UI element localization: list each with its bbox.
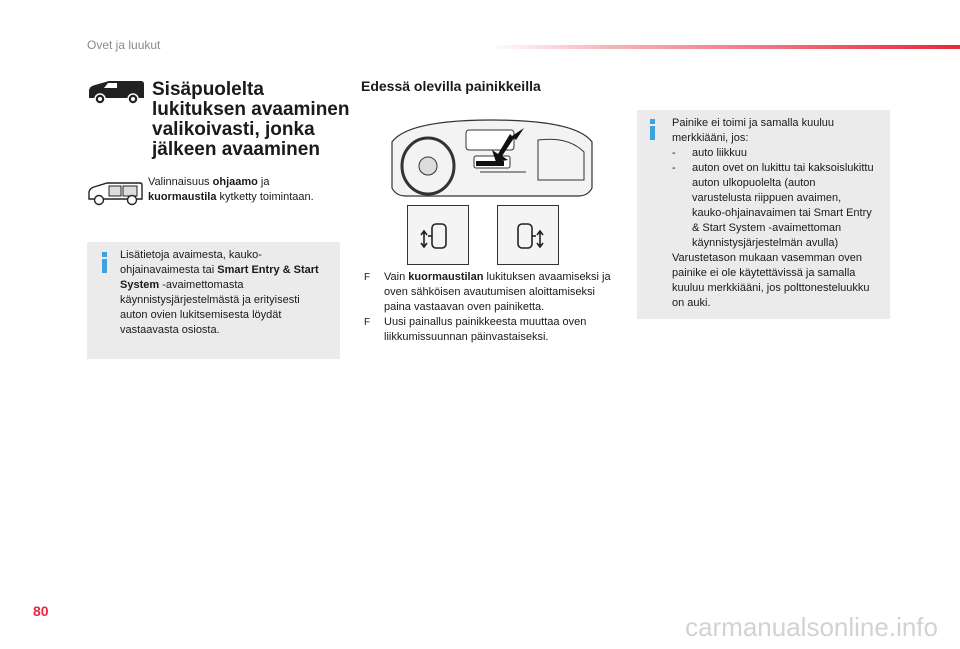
sliding-door-left-icon bbox=[408, 206, 468, 264]
bullet-marker: F bbox=[364, 317, 371, 328]
info-text: Painike ei toimi ja samalla kuuluu merkkiääni, jos: - auto liikkuu - auton ovet on lukittu tai kaksoislukittu auton ulkopuolelta (auton varustelusta riippuen avaimen, kauko-ohjainavaimen tai Smart Entry & Start System -avaimettoman käynnistysjärjestelmän avulla) Varustetason mukaan vasemman oven painike ei ole käytettävissä ja samalla kuuluu merkkiääni, jos polttonesteluukku on auki. bbox=[672, 116, 877, 311]
instruction-item: F Uusi painallus painikkeesta muuttaa oven liikkumissuunnan päinvastaiseksi. bbox=[364, 316, 587, 343]
subsection-title: Edessä olevilla painikkeilla bbox=[361, 78, 541, 94]
instruction-item: F Vain kuormaustilan lukituksen avaamiseksi ja oven sähköisen avautumisen aloittamiseksi paina vastaavan oven painiketta. bbox=[364, 271, 611, 313]
header-section-title: Ovet ja luukut bbox=[87, 38, 161, 52]
page-number: 80 bbox=[33, 603, 49, 619]
option-caption: Valinnaisuus ohjaamo ja kuormaustila kytketty toimintaan. bbox=[148, 176, 314, 203]
van-icon bbox=[87, 78, 145, 106]
instruction-list bbox=[364, 270, 614, 345]
condition-item: - auton ovet on lukittu tai kaksoislukittu auton ulkopuolelta (auton varustelusta riippuen avaimen, kauko-ohjainavaimen tai Smart Entry & Start System -avaimettoman käynnistysjärjestelmän avulla) bbox=[672, 162, 874, 249]
info-box-button-note bbox=[637, 110, 890, 319]
bullet-marker: F bbox=[364, 272, 371, 283]
van-outline-icon bbox=[87, 180, 143, 206]
header-accent-line bbox=[490, 45, 960, 49]
sliding-door-right-icon bbox=[498, 206, 558, 264]
info-text: Lisätietoja avaimesta, kauko-ohjainavaimesta tai Smart Entry & Start System -avaimettomasta käynnistysjärjestelmästä ja erityisesti auton ovien lukitsemisesta löydät vastaavasta osiosta. bbox=[120, 249, 319, 336]
dashboard-illustration bbox=[388, 116, 596, 200]
left-door-button bbox=[407, 205, 469, 265]
right-door-button bbox=[497, 205, 559, 265]
info-box-key bbox=[87, 242, 340, 359]
watermark: carmanualsonline.info bbox=[685, 612, 938, 642]
section-title: Sisäpuolelta lukituksen avaaminen valikoivasti, jonka jälkeen avaaminen bbox=[152, 79, 350, 160]
condition-item: - auto liikkuu bbox=[672, 147, 748, 159]
